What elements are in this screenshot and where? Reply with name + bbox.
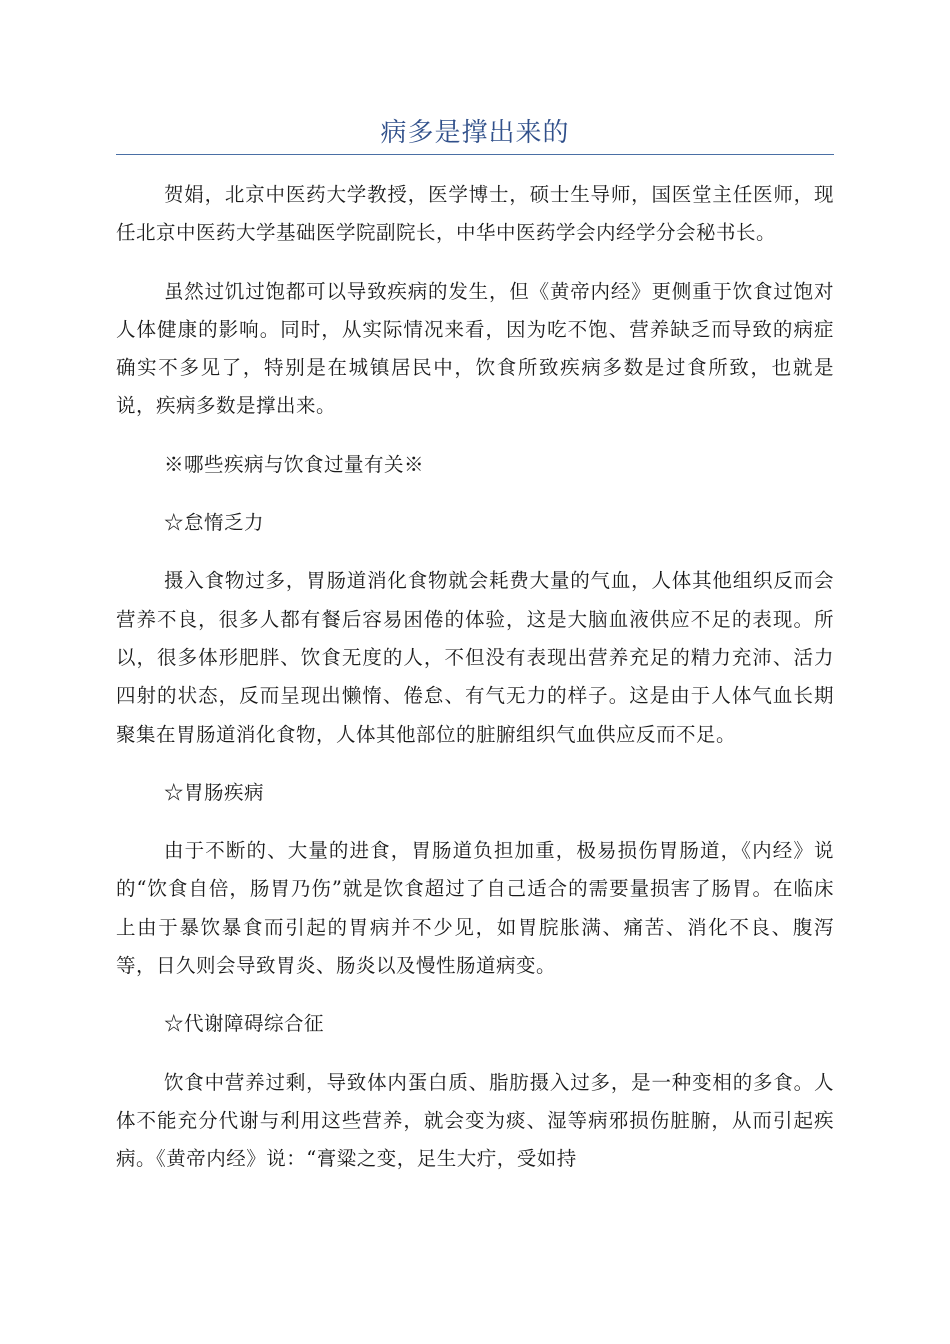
title-underline [116,154,834,155]
document-body [116,176,834,1179]
paragraph-author-bio: 贺娟，北京中医药大学教授，医学博士，硕士生导师，国医堂主任医师，现任北京中医药大学基础医学院副院长，中华中医药学会内经学分会秘书长。 [116,183,834,245]
paragraph-gastro: 由于不断的、大量的进食，胃肠道负担加重，极易损伤胃肠道，《内经》说的“饮食自倍，肠胃乃伤”就是饮食超过了自己适合的需要量损害了肠胃。在临床上由于暴饮暴食而引起的胃病并不少见，如胃脘胀满、痛苦、消化不良、腹泻等，日久则会导致胃炎、肠炎以及慢性肠道病变。 [116,839,834,978]
document-page [116,0,834,1199]
document-title: 病多是撑出来的 [380,118,570,148]
section-heading-diseases: ※哪些疾病与饮食过量有关※ [164,452,425,476]
paragraph-overeating-intro: 虽然过饥过饱都可以导致疾病的发生，但《黄帝内经》更侧重于饮食过饱对人体健康的影响。同时，从实际情况来看，因为吃不饱、营养缺乏而导致的病症确实不多见了，特别是在城镇居民中，饮食所致疾病多数是过食所致，也就是说，疾病多数是撑出来。 [116,279,834,418]
subheading-lethargy: ☆怠惰乏力 [164,511,265,535]
subheading-metabolic: ☆代谢障碍综合征 [164,1012,325,1036]
subheading-gastro: ☆胃肠疾病 [164,780,265,804]
paragraph-metabolic: 饮食中营养过剩，导致体内蛋白质、脂肪摄入过多，是一种变相的多食。人体不能充分代谢与利用这些营养，就会变为痰、湿等病邪损伤脏腑，从而引起疾病。《黄帝内经》说：“膏粱之变，足生大疔，受如持 [116,1070,834,1171]
paragraph-lethargy: 摄入食物过多，胃肠道消化食物就会耗费大量的气血，人体其他组织反而会营养不良，很多人都有餐后容易困倦的体验，这是大脑血液供应不足的表现。所以，很多体形肥胖、饮食无度的人，不但没有表现出营养充足的精力充沛、活力四射的状态，反而呈现出懒惰、倦怠、有气无力的样子。这是由于人体气血长期聚集在胃肠道消化食物，人体其他部位的脏腑组织气血供应反而不足。 [116,569,834,746]
